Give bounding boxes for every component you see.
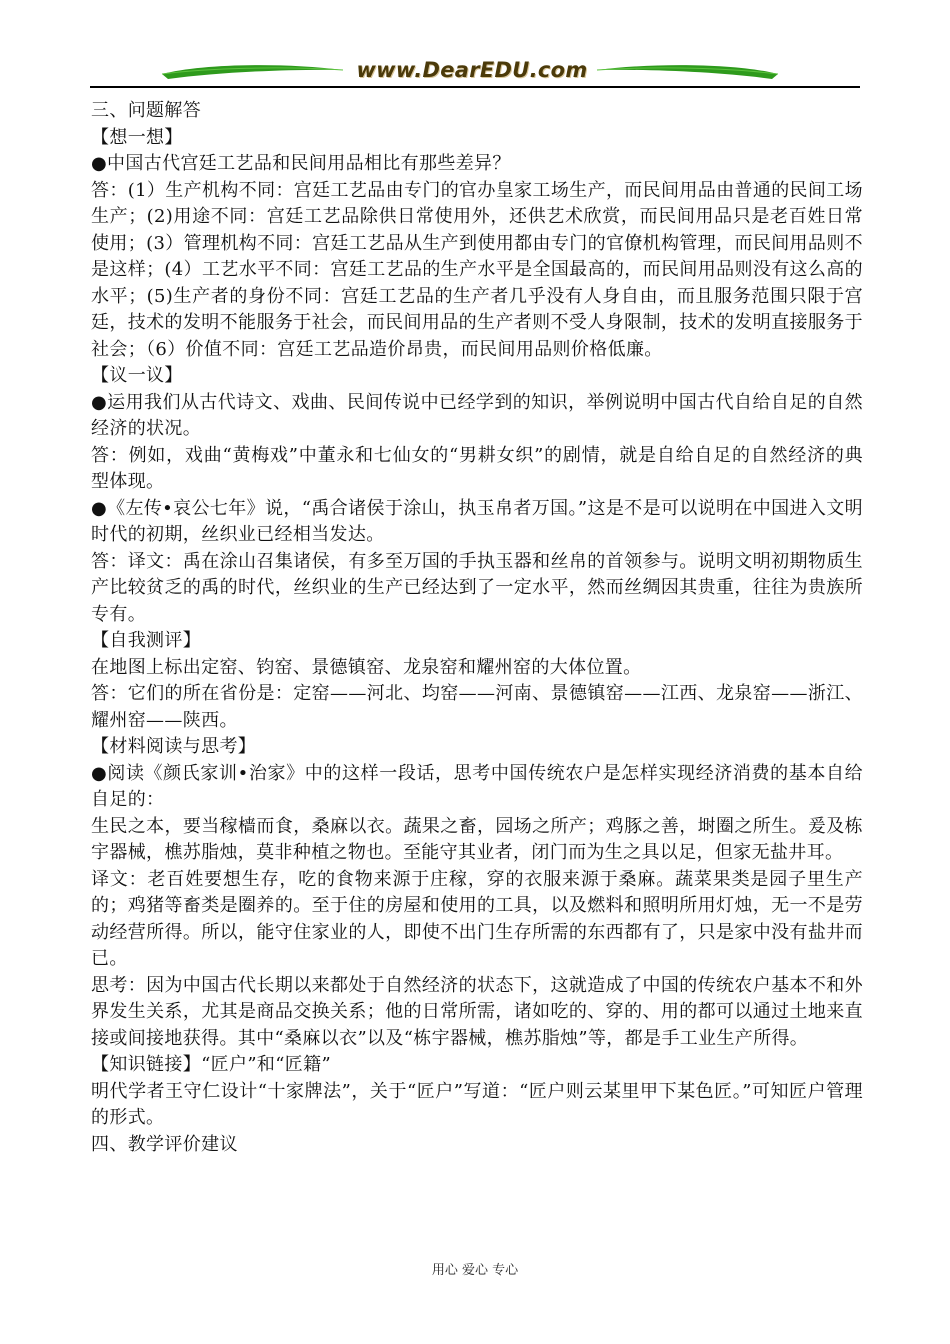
subsection-heading: 【想一想】 [91,126,183,148]
reflection: 思考：因为中国古代长期以来都处于自然经济的状态下，这就造成了中国的传统农户基本不和外界发生关系，尤其是商品交换关系；他的日常所需，诸如吃的、穿的、用的都可以通过土地来直接或间接地获得。其中“桑麻以衣”以及“栋宇器械，樵苏脂烛”等，都是手工业生产所得。 [91,974,863,1049]
quotation: 生民之本，要当稼樯而食，桑麻以衣。蔬果之畜，园场之所产；鸡豚之善，埘圈之所生。爰及栋宇器械，樵苏脂烛，莫非种植之物也。至能守其业者，闭门而为生之具以足，但家无盐井耳。 [91,815,863,863]
page-footer: 用心 爱心 专心 [431,1263,519,1278]
question: ●《左传•哀公七年》说，“禹合诸侯于涂山，执玉帛者万国。”这是不是可以说明在中国进入文明时代的初期，丝织业已经相当发达。 [91,497,863,545]
question: ●中国古代宫廷工艺品和民间用品相比有那些差异？ [91,153,511,174]
question: ●阅读《颜氏家训•治家》中的这样一段话，思考中国传统农户是怎样实现经济消费的基本自给自足的： [91,762,863,810]
translation: 译文：老百姓要想生存，吃的食物来源于庄稼，穿的衣服来源于桑麻。蔬菜果类是园子里生产的；鸡猪等畜类是圈养的。至于住的房屋和使用的工具，以及燃料和照明所用灯烛，无一不是劳动经营所得。所以，能守住家业的人，即使不出门生存所需的东西都有了，只是家中没有盐井而已。 [91,868,863,969]
question: 在地图上标出定窑、钧窑、景德镇窑、龙泉窑和耀州窑的大体位置。 [91,656,642,678]
page-header [90,52,860,92]
section-heading: 三、问题解答 [91,100,202,121]
section-heading: 四、教学评价建议 [91,1133,238,1155]
green-swoosh-left-icon [160,60,345,82]
answer: 答：它们的所在省份是：定窑——河北、均窑——河南、景德镇窑——江西、龙泉窑——浙江、耀州窑——陕西。 [91,683,863,731]
subsection-heading: 【知识链接】“匠户”和“匠籍” [91,1054,332,1075]
document-body [91,98,863,1158]
subsection-heading: 【自我测评】 [91,630,202,651]
subsection-heading: 【议一议】 [91,365,183,386]
green-swoosh-right-icon [595,60,780,82]
site-logo: www.DearEDU.com [356,58,588,82]
question: ●运用我们从古代诗文、戏曲、民间传说中已经学到的知识，举例说明中国古代自给自足的自然经济的状况。 [91,391,863,439]
answer: 答：例如，戏曲“黄梅戏”中董永和七仙女的“男耕女织”的剧情，就是自给自足的自然经济的典型体现。 [91,444,863,492]
answer: 答：译文：禹在涂山召集诸侯，有多至万国的手执玉器和丝帛的首领参与。说明文明初期物质生产比较贫乏的禹的时代，丝织业的生产已经达到了一定水平，然而丝绸因其贵重，往往为贵族所专有。 [91,550,863,625]
paragraph: 明代学者王守仁设计“十家牌法”，关于“匠户”写道：“匠户则云某里甲下某色匠。”可知匠户管理的形式。 [91,1080,863,1128]
subsection-heading: 【材料阅读与思考】 [91,736,257,757]
answer: 答：(1）生产机构不同：宫廷工艺品由专门的官办皇家工场生产，而民间用品由普通的民间工场生产；(2)用途不同：宫廷工艺品除供日常使用外，还供艺术欣赏，而民间用品只是老百姓日常使用；(3）管理机构不同：宫廷工艺品从生产到使用都由专门的官僚机构管理，而民间用品则不是这样；(4）工艺水平不同：宫廷工艺品的生产水平是全国最高的，而民间用品则没有这么高的水平；(5)生产者的身份不同：宫廷工艺品的生产者几乎没有人身自由，而且服务范围只限于宫廷，技术的发明不能服务于社会，而民间用品的生产者则不受人身限制，技术的发明直接服务于社会；（6）价值不同：宫廷工艺品造价昂贵，而民间用品则价格低廉。 [91,179,863,360]
header-rule [90,86,860,88]
